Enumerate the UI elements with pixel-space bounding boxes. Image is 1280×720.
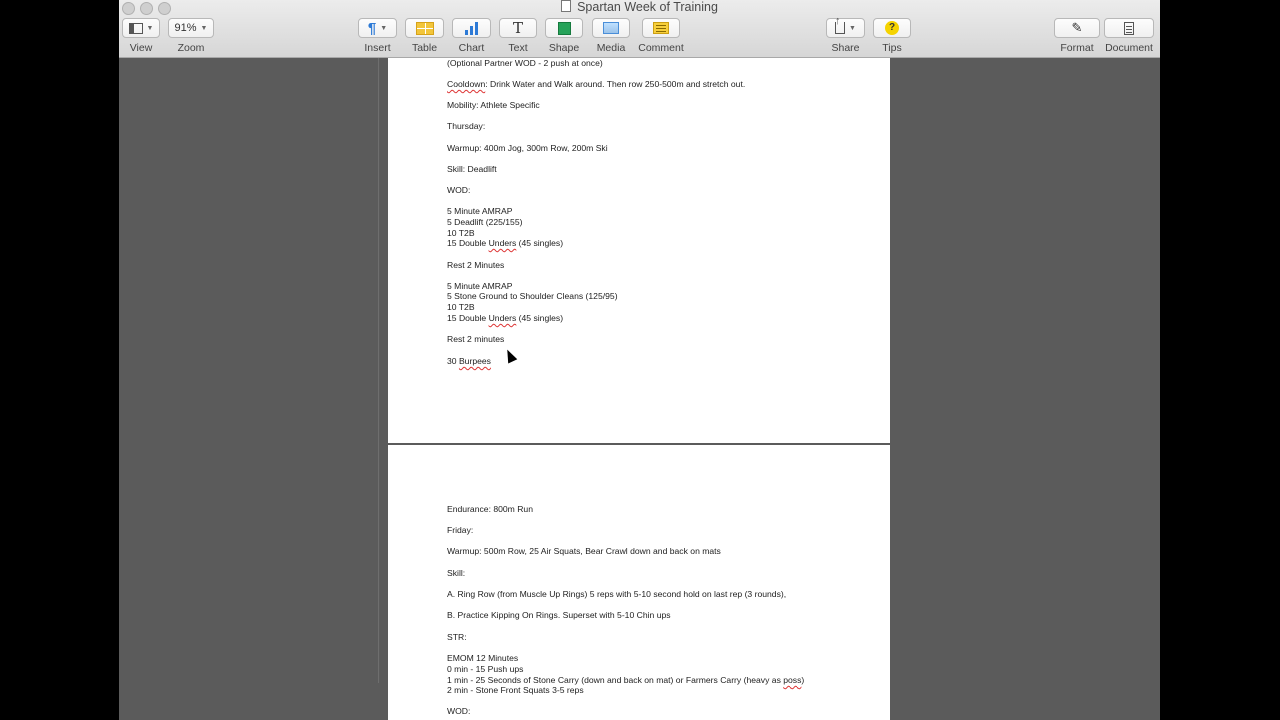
chart-icon bbox=[465, 22, 478, 35]
text-line[interactable]: Skill: Deadlift bbox=[447, 164, 497, 174]
zoom-tool[interactable] bbox=[168, 18, 214, 54]
text-run: (45 singles) bbox=[516, 313, 564, 323]
chevron-down-icon: ▼ bbox=[849, 24, 856, 32]
text-line[interactable]: Thursday: bbox=[447, 121, 486, 131]
insert-tool[interactable] bbox=[358, 18, 397, 54]
misspelled-word[interactable]: Unders bbox=[488, 313, 517, 323]
misspelled-word[interactable]: poss bbox=[783, 675, 802, 685]
insert-label: Insert bbox=[364, 42, 391, 54]
paintbrush-icon: ✎ bbox=[1071, 20, 1083, 35]
misspelled-word[interactable]: Cooldown bbox=[447, 79, 486, 89]
text-run: 15 Double bbox=[447, 238, 489, 248]
document-icon bbox=[561, 0, 571, 12]
text-line[interactable]: Rest 2 minutes bbox=[447, 334, 505, 344]
margin-guide bbox=[378, 58, 379, 683]
text-line[interactable]: Friday: bbox=[447, 525, 474, 535]
text-line[interactable]: Mobility: Athlete Specific bbox=[447, 100, 540, 110]
view-label: View bbox=[129, 42, 153, 54]
text-label: Text bbox=[508, 42, 528, 54]
text-line[interactable]: (Optional Partner WOD - 2 push at once) bbox=[447, 58, 603, 68]
tips-label: Tips bbox=[882, 42, 902, 54]
text-line[interactable]: 2 min - Stone Front Squats 3-5 reps bbox=[447, 685, 584, 695]
text-line[interactable]: 0 min - 15 Push ups bbox=[447, 664, 524, 674]
text-run: 15 Double bbox=[447, 313, 489, 323]
toolbar bbox=[119, 0, 1160, 58]
media-tool[interactable] bbox=[592, 18, 630, 54]
shape-label: Shape bbox=[548, 42, 580, 54]
insert-button[interactable] bbox=[358, 18, 397, 38]
text-line[interactable]: 5 Minute AMRAP bbox=[447, 206, 513, 216]
text-line[interactable] bbox=[447, 675, 804, 685]
text-line[interactable] bbox=[447, 238, 563, 248]
shape-tool[interactable] bbox=[545, 18, 583, 54]
table-tool[interactable] bbox=[405, 18, 444, 54]
zoom-select[interactable] bbox=[168, 18, 214, 38]
text-line[interactable] bbox=[447, 313, 563, 323]
window-title-text: Spartan Week of Training bbox=[577, 0, 718, 14]
text-line[interactable]: Warmup: 500m Row, 25 Air Squats, Bear Crawl down and back on mats bbox=[447, 546, 721, 556]
text-line[interactable] bbox=[447, 356, 491, 366]
text-line[interactable]: B. Practice Kipping On Rings. Superset with 5-10 Chin ups bbox=[447, 610, 671, 620]
chart-button[interactable] bbox=[452, 18, 491, 38]
media-label: Media bbox=[596, 42, 626, 54]
chart-label: Chart bbox=[458, 42, 485, 54]
text-line[interactable]: 10 T2B bbox=[447, 228, 475, 238]
comment-button[interactable] bbox=[642, 18, 680, 38]
tips-button[interactable] bbox=[873, 18, 911, 38]
comment-label: Comment bbox=[638, 42, 684, 54]
text-run: 30 bbox=[447, 356, 459, 366]
sidebar-view-icon bbox=[129, 23, 143, 34]
misspelled-word[interactable]: Burpees bbox=[458, 356, 491, 366]
share-label: Share bbox=[831, 42, 860, 54]
text-line[interactable]: 10 T2B bbox=[447, 302, 475, 312]
document-button[interactable] bbox=[1104, 18, 1154, 38]
document-tool[interactable] bbox=[1104, 18, 1154, 54]
window-title bbox=[119, 0, 1160, 15]
text-line[interactable]: Rest 2 Minutes bbox=[447, 260, 505, 270]
zoom-label: Zoom bbox=[177, 42, 205, 54]
text-tool[interactable] bbox=[499, 18, 537, 54]
table-label: Table bbox=[411, 42, 438, 54]
chevron-down-icon: ▼ bbox=[200, 24, 208, 32]
text-line[interactable]: 5 Minute AMRAP bbox=[447, 281, 513, 291]
text-line[interactable]: Skill: bbox=[447, 568, 466, 578]
chevron-down-icon: ▼ bbox=[380, 24, 388, 32]
text-line[interactable]: Endurance: 800m Run bbox=[447, 504, 533, 514]
text-line[interactable]: 5 Stone Ground to Shoulder Cleans (125/95) bbox=[447, 291, 618, 301]
view-tool[interactable] bbox=[122, 18, 160, 54]
format-button[interactable] bbox=[1054, 18, 1100, 38]
text-line[interactable]: STR: bbox=[447, 632, 467, 642]
comment-icon bbox=[653, 22, 669, 34]
media-icon bbox=[603, 22, 619, 34]
view-button[interactable] bbox=[122, 18, 160, 38]
text-line[interactable]: WOD: bbox=[447, 185, 471, 195]
text-icon: T bbox=[512, 19, 523, 37]
text-run: ) bbox=[801, 675, 805, 685]
comment-tool[interactable] bbox=[638, 18, 684, 54]
media-button[interactable] bbox=[592, 18, 630, 38]
chart-tool[interactable] bbox=[452, 18, 491, 54]
app-window bbox=[119, 0, 1160, 720]
page-2[interactable] bbox=[388, 445, 890, 720]
page-1[interactable] bbox=[388, 58, 890, 443]
share-tool[interactable] bbox=[826, 18, 865, 54]
text-line[interactable]: EMOM 12 Minutes bbox=[447, 653, 519, 663]
table-button[interactable] bbox=[405, 18, 444, 38]
shape-icon bbox=[558, 22, 571, 35]
share-icon bbox=[835, 22, 845, 34]
chevron-down-icon: ▼ bbox=[146, 24, 154, 32]
paragraph-icon: ¶ bbox=[367, 19, 377, 37]
table-icon bbox=[416, 22, 434, 35]
document-icon bbox=[1124, 22, 1134, 35]
text-run: 1 min - 25 Seconds of Stone Carry (down and back on mat) or Farmers Carry (heavy as bbox=[447, 675, 784, 685]
text-line[interactable]: Warmup: 400m Jog, 300m Row, 200m Ski bbox=[447, 143, 608, 153]
text-button[interactable] bbox=[499, 18, 537, 38]
text-line[interactable] bbox=[447, 79, 745, 89]
text-line[interactable]: A. Ring Row (from Muscle Up Rings) 5 reps with 5-10 second hold on last rep (3 rounds), bbox=[447, 589, 787, 599]
share-button[interactable] bbox=[826, 18, 865, 38]
format-tool[interactable] bbox=[1054, 18, 1100, 54]
tips-tool[interactable] bbox=[873, 18, 911, 54]
help-icon: ? bbox=[885, 21, 899, 35]
text-run: (45 singles) bbox=[516, 238, 564, 248]
text-line[interactable]: WOD: bbox=[447, 706, 471, 716]
document-label: Document bbox=[1105, 42, 1153, 54]
format-label: Format bbox=[1060, 42, 1094, 54]
shape-button[interactable] bbox=[545, 18, 583, 38]
text-line[interactable]: 5 Deadlift (225/155) bbox=[447, 217, 523, 227]
misspelled-word[interactable]: Unders bbox=[488, 238, 517, 248]
zoom-value: 91% bbox=[174, 22, 197, 34]
text-run: : Drink Water and Walk around. Then row 250-500m and stretch out. bbox=[485, 79, 746, 89]
